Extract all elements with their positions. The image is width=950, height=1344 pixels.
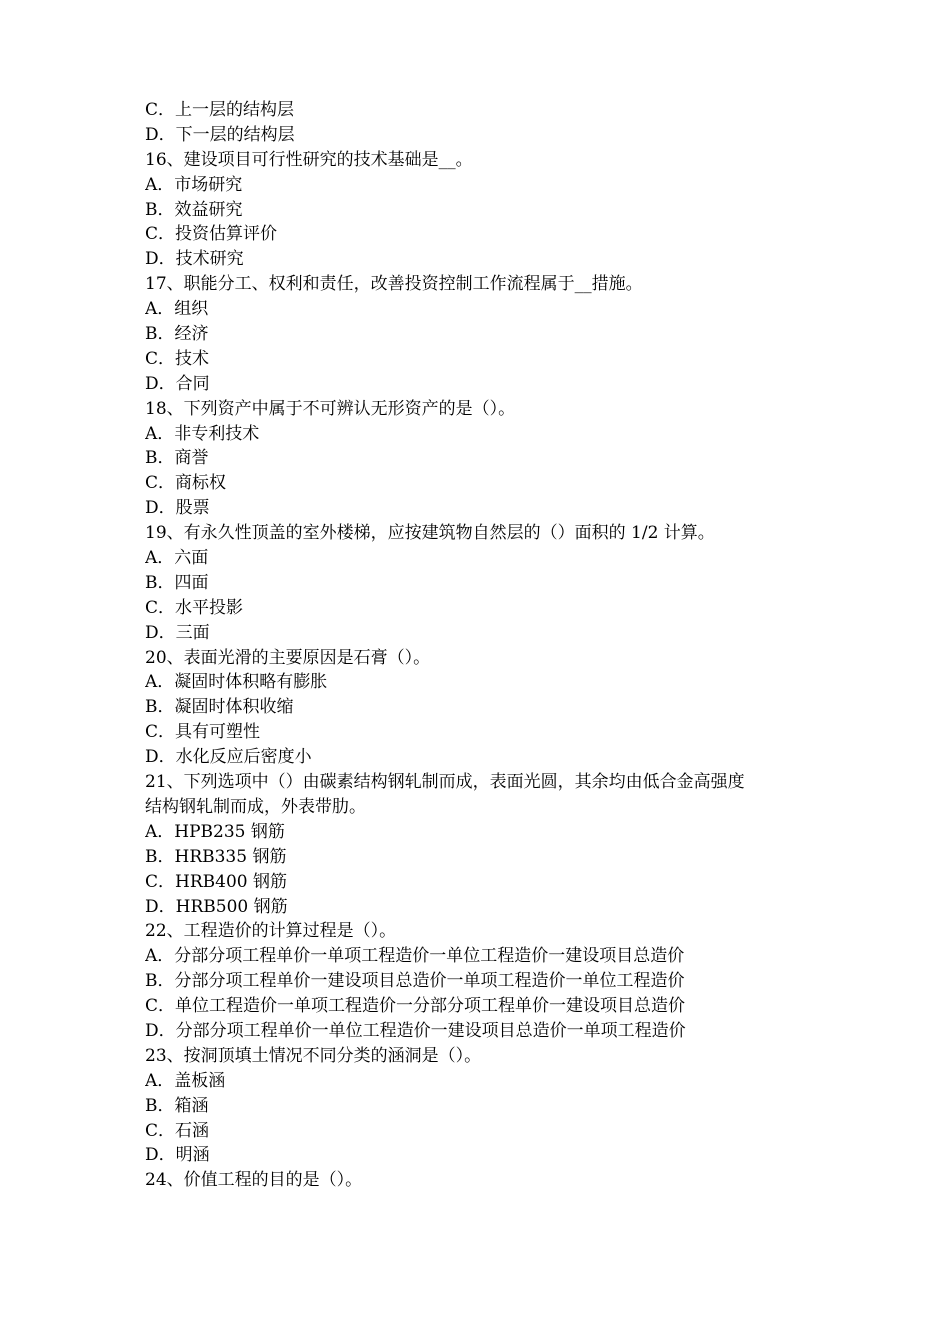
option-line: D．技术研究	[145, 249, 244, 270]
option-line: B．四面	[145, 572, 209, 593]
question-line: 21、下列选项中（）由碳素结构钢轧制而成，表面光圆，其余均由低合金高强度	[145, 772, 745, 793]
question-line: 18、下列资产中属于不可辨认无形资产的是（）。	[145, 398, 516, 419]
question-line-continued: 结构钢轧制而成，外表带肋。	[145, 796, 366, 817]
question-line: 20、表面光滑的主要原因是石膏（）。	[145, 647, 431, 668]
option-line: B．箱涵	[145, 1095, 209, 1116]
question-line: 22、工程造价的计算过程是（）。	[145, 921, 397, 942]
option-line: D．HRB500 钢筋	[145, 896, 288, 917]
question-line: 17、职能分工、权利和责任，改善投资控制工作流程属于__措施。	[145, 274, 643, 295]
option-line: C．上一层的结构层	[145, 100, 295, 120]
option-line: D．股票	[145, 498, 210, 519]
option-line: C．投资估算评价	[145, 224, 278, 245]
question-line: 19、有永久性顶盖的室外楼梯，应按建筑物自然层的（）面积的 1/2 计算。	[145, 523, 715, 544]
option-line: B．分部分项工程单价一建设项目总造价一单项工程造价一单位工程造价	[145, 971, 685, 992]
document-body	[145, 98, 845, 1193]
option-line: D．明涵	[145, 1145, 210, 1166]
question-line: 23、按洞顶填土情况不同分类的涵洞是（）。	[145, 1045, 482, 1066]
option-line: C．具有可塑性	[145, 722, 261, 743]
option-line: D．下一层的结构层	[145, 124, 295, 145]
question-line: 24、价值工程的目的是（）。	[145, 1170, 363, 1191]
option-line: A．盖板涵	[145, 1070, 226, 1091]
option-line: A．HPB235 钢筋	[145, 821, 285, 842]
option-line: A．非专利技术	[145, 423, 260, 444]
option-line: B．效益研究	[145, 199, 243, 220]
option-line: A．六面	[145, 548, 209, 569]
option-line: C．单位工程造价一单项工程造价一分部分项工程单价一建设项目总造价	[145, 996, 686, 1017]
option-line: D．水化反应后密度小	[145, 747, 312, 768]
option-line: C．商标权	[145, 473, 227, 494]
option-line: C．石涵	[145, 1120, 210, 1141]
option-line: A．分部分项工程单价一单项工程造价一单位工程造价一建设项目总造价	[145, 946, 685, 967]
option-line: B．凝固时体积收缩	[145, 697, 294, 718]
option-line: A．市场研究	[145, 174, 243, 195]
question-line: 16、建设项目可行性研究的技术基础是__。	[145, 149, 473, 170]
option-line: D．合同	[145, 373, 210, 394]
option-line: B．经济	[145, 324, 209, 345]
option-line: C．HRB400 钢筋	[145, 871, 287, 892]
option-line: B．商誉	[145, 448, 209, 469]
option-line: A．凝固时体积略有膨胀	[145, 672, 328, 693]
option-line: C．水平投影	[145, 597, 244, 618]
option-line: D．分部分项工程单价一单位工程造价一建设项目总造价一单项工程造价	[145, 1020, 686, 1041]
option-line: C．技术	[145, 348, 210, 369]
option-line: A．组织	[145, 299, 209, 320]
option-line: D．三面	[145, 622, 210, 643]
option-line: B．HRB335 钢筋	[145, 846, 287, 867]
